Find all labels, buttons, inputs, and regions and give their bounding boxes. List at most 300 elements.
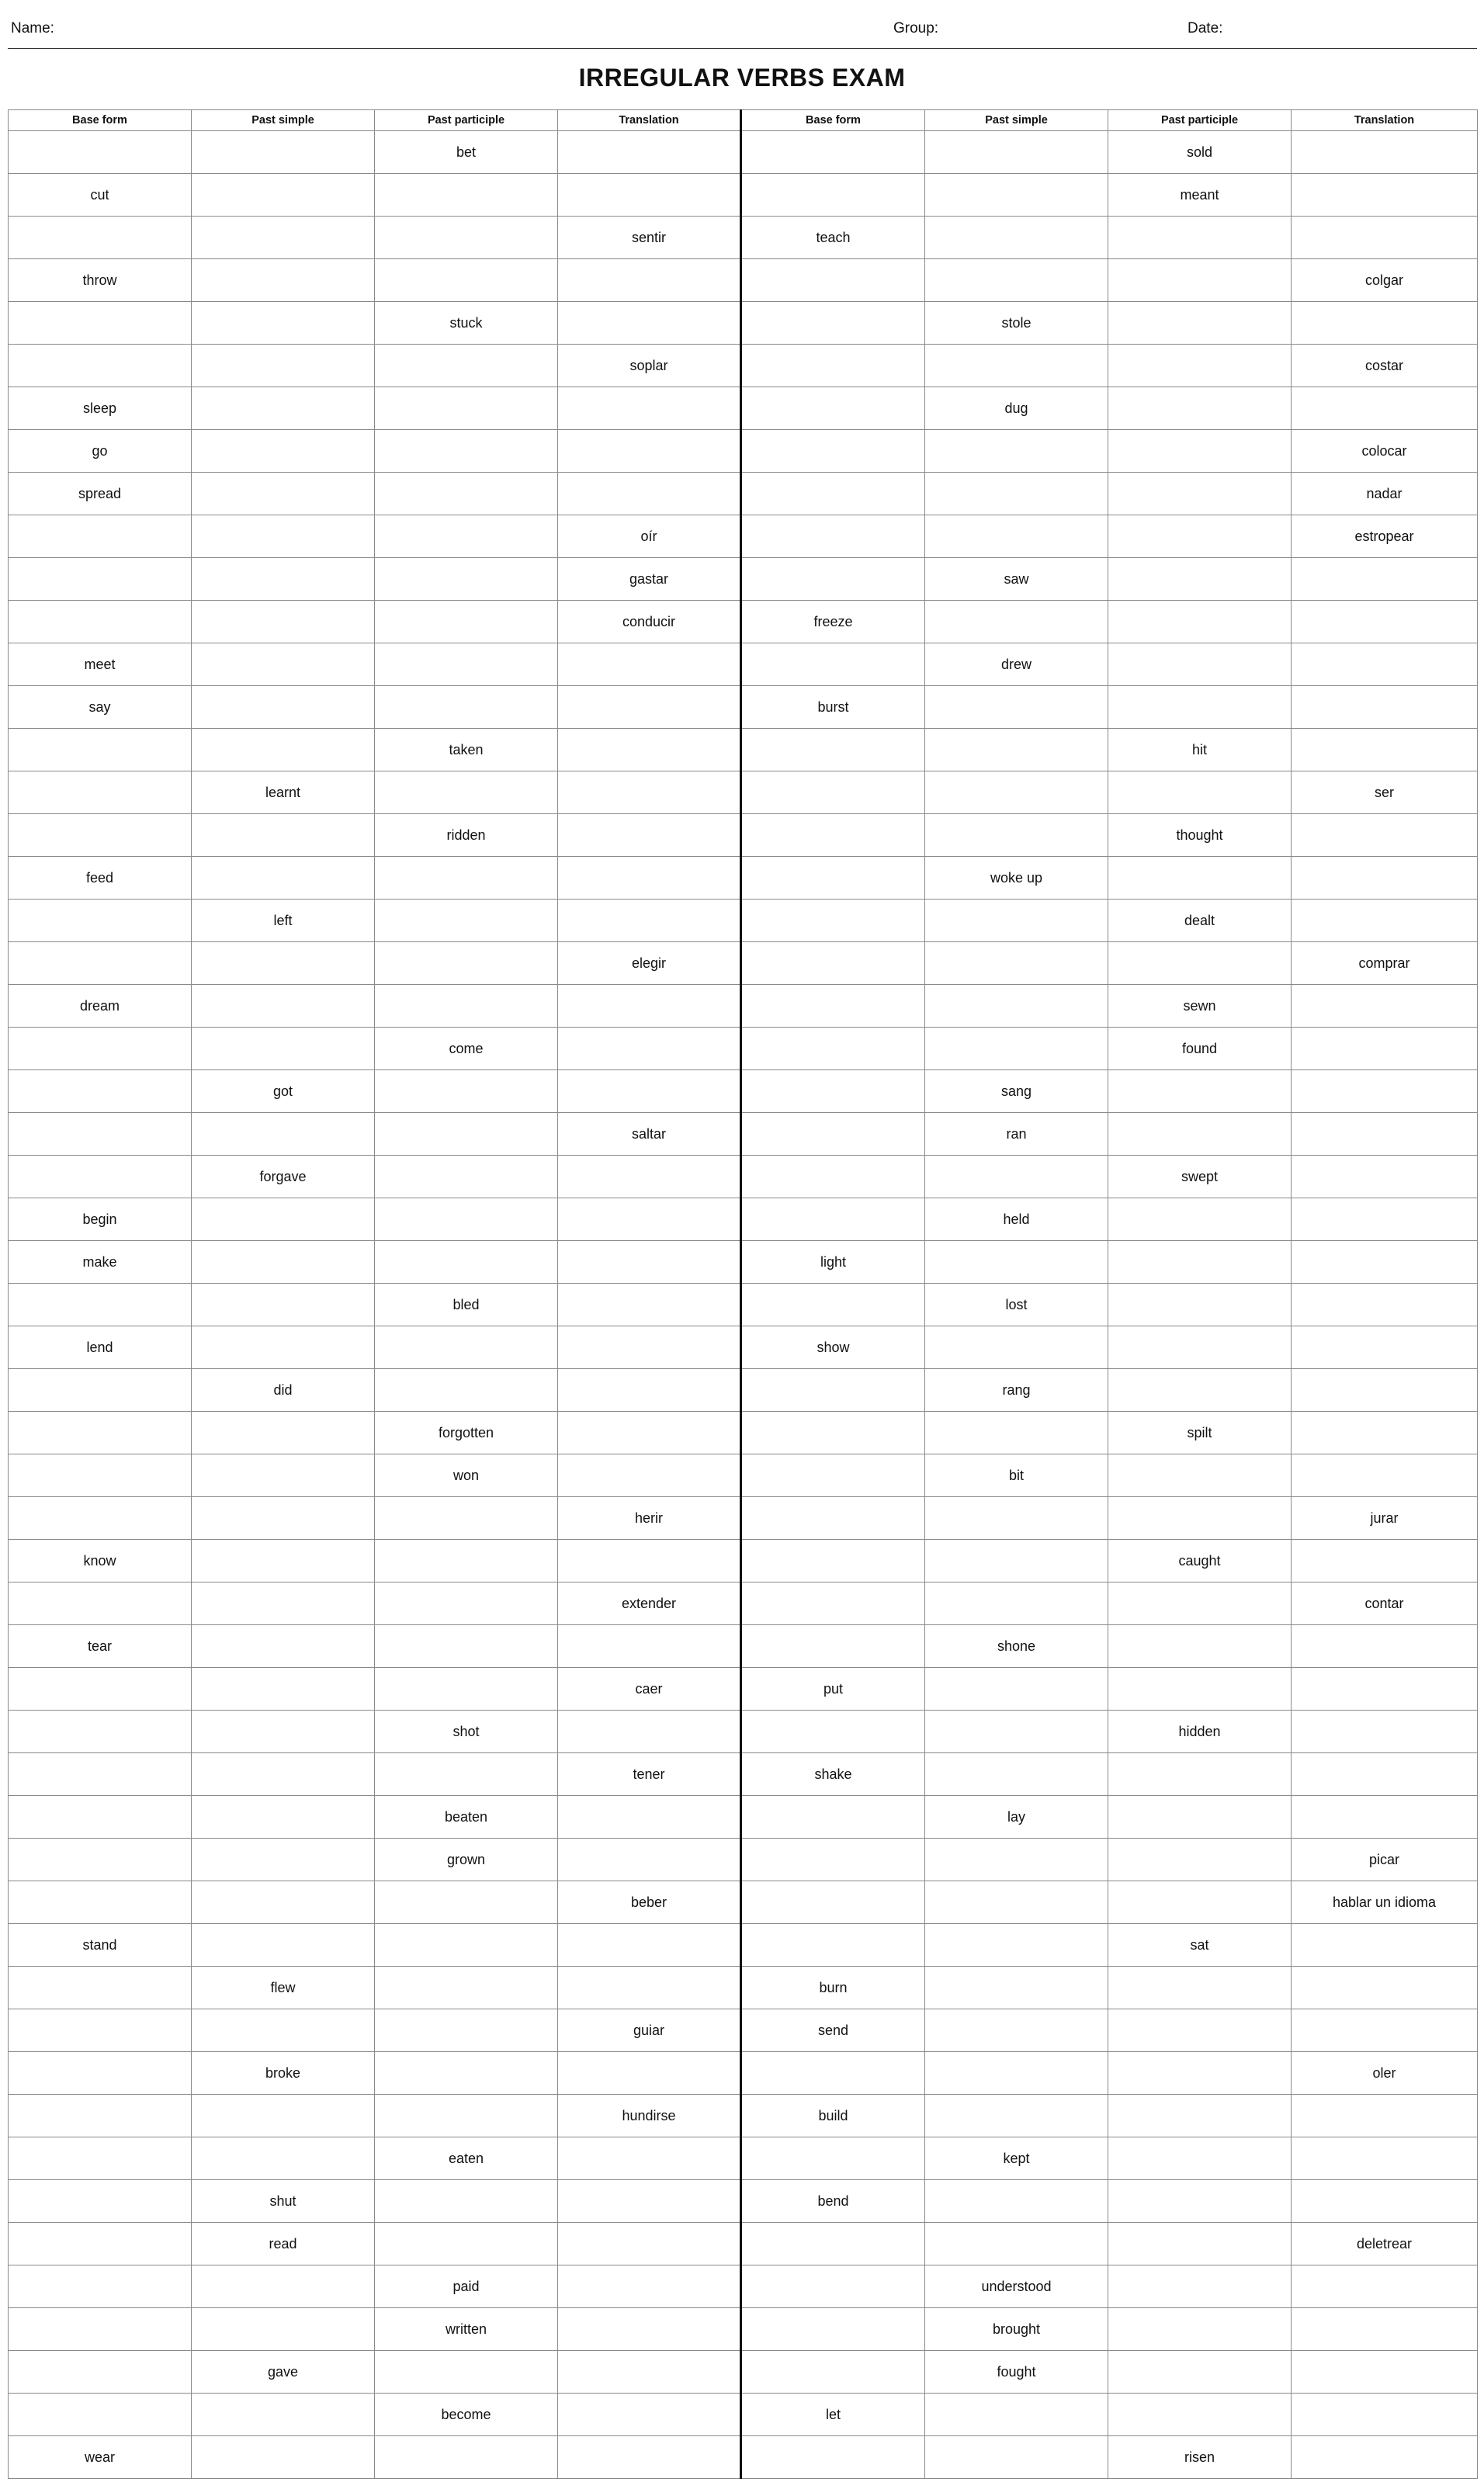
table-cell[interactable] <box>192 1198 375 1241</box>
table-cell[interactable] <box>9 302 192 345</box>
table-cell[interactable] <box>1292 985 1478 1028</box>
table-cell[interactable] <box>1108 1582 1292 1625</box>
table-cell[interactable] <box>1292 1924 1478 1967</box>
table-cell[interactable] <box>558 302 741 345</box>
table-cell[interactable] <box>375 345 558 387</box>
table-cell[interactable] <box>741 2265 925 2308</box>
table-cell[interactable] <box>558 1540 741 1582</box>
table-cell[interactable] <box>192 2308 375 2351</box>
table-cell[interactable] <box>375 643 558 686</box>
table-cell[interactable] <box>1292 1070 1478 1113</box>
table-cell[interactable] <box>1292 2009 1478 2052</box>
table-cell[interactable] <box>375 1924 558 1967</box>
table-cell[interactable] <box>741 1369 925 1412</box>
table-cell[interactable] <box>558 1198 741 1241</box>
table-cell[interactable] <box>192 174 375 217</box>
table-cell[interactable] <box>375 515 558 558</box>
table-cell[interactable] <box>558 1326 741 1369</box>
table-cell[interactable] <box>558 643 741 686</box>
table-cell[interactable] <box>558 2351 741 2394</box>
table-cell[interactable] <box>9 2308 192 2351</box>
table-cell[interactable] <box>741 729 925 771</box>
table-cell[interactable] <box>925 1497 1108 1540</box>
table-cell[interactable] <box>741 131 925 174</box>
table-cell[interactable] <box>375 1326 558 1369</box>
table-cell[interactable] <box>9 2351 192 2394</box>
table-cell[interactable] <box>192 1924 375 1967</box>
table-cell[interactable] <box>558 729 741 771</box>
table-cell[interactable] <box>925 217 1108 259</box>
table-cell[interactable] <box>558 1156 741 1198</box>
table-cell[interactable] <box>9 1582 192 1625</box>
table-cell[interactable] <box>9 217 192 259</box>
table-cell[interactable] <box>741 1924 925 1967</box>
table-cell[interactable] <box>925 1582 1108 1625</box>
table-cell[interactable] <box>1292 2137 1478 2180</box>
table-cell[interactable] <box>1108 1753 1292 1796</box>
table-cell[interactable] <box>192 345 375 387</box>
table-cell[interactable] <box>1292 1113 1478 1156</box>
table-cell[interactable] <box>375 217 558 259</box>
table-cell[interactable] <box>558 857 741 900</box>
table-cell[interactable] <box>1292 1326 1478 1369</box>
table-cell[interactable] <box>192 1582 375 1625</box>
table-cell[interactable] <box>9 1156 192 1198</box>
table-cell[interactable] <box>1292 2265 1478 2308</box>
table-cell[interactable] <box>375 1582 558 1625</box>
table-cell[interactable] <box>9 2095 192 2137</box>
table-cell[interactable] <box>375 1881 558 1924</box>
table-cell[interactable] <box>558 985 741 1028</box>
table-cell[interactable] <box>9 2009 192 2052</box>
table-cell[interactable] <box>1292 174 1478 217</box>
table-cell[interactable] <box>558 1796 741 1839</box>
table-cell[interactable] <box>925 2394 1108 2436</box>
table-cell[interactable] <box>741 1625 925 1668</box>
table-cell[interactable] <box>375 1497 558 1540</box>
table-cell[interactable] <box>558 259 741 302</box>
table-cell[interactable] <box>1108 2009 1292 2052</box>
table-cell[interactable] <box>192 131 375 174</box>
table-cell[interactable] <box>925 473 1108 515</box>
table-cell[interactable] <box>741 2308 925 2351</box>
table-cell[interactable] <box>192 942 375 985</box>
table-cell[interactable] <box>375 2223 558 2265</box>
table-cell[interactable] <box>375 985 558 1028</box>
table-cell[interactable] <box>1292 1967 1478 2009</box>
table-cell[interactable] <box>925 1753 1108 1796</box>
table-cell[interactable] <box>9 1711 192 1753</box>
table-cell[interactable] <box>192 1326 375 1369</box>
table-cell[interactable] <box>558 2308 741 2351</box>
table-cell[interactable] <box>925 1924 1108 1967</box>
table-cell[interactable] <box>375 2052 558 2095</box>
table-cell[interactable] <box>9 131 192 174</box>
table-cell[interactable] <box>192 473 375 515</box>
table-cell[interactable] <box>925 2095 1108 2137</box>
table-cell[interactable] <box>192 2137 375 2180</box>
table-cell[interactable] <box>741 1540 925 1582</box>
table-cell[interactable] <box>925 814 1108 857</box>
table-cell[interactable] <box>192 1540 375 1582</box>
table-cell[interactable] <box>558 2394 741 2436</box>
table-cell[interactable] <box>375 1241 558 1284</box>
table-cell[interactable] <box>741 771 925 814</box>
table-cell[interactable] <box>925 1241 1108 1284</box>
table-cell[interactable] <box>1108 302 1292 345</box>
table-cell[interactable] <box>741 387 925 430</box>
table-cell[interactable] <box>558 1839 741 1881</box>
table-cell[interactable] <box>1108 1796 1292 1839</box>
table-cell[interactable] <box>9 2265 192 2308</box>
table-cell[interactable] <box>375 601 558 643</box>
table-cell[interactable] <box>925 2052 1108 2095</box>
table-cell[interactable] <box>1292 1198 1478 1241</box>
table-cell[interactable] <box>1108 1839 1292 1881</box>
table-cell[interactable] <box>1108 2351 1292 2394</box>
table-cell[interactable] <box>9 1412 192 1454</box>
table-cell[interactable] <box>1108 2308 1292 2351</box>
table-cell[interactable] <box>558 1241 741 1284</box>
table-cell[interactable] <box>558 1028 741 1070</box>
table-cell[interactable] <box>1108 2137 1292 2180</box>
table-cell[interactable] <box>558 900 741 942</box>
table-cell[interactable] <box>9 1113 192 1156</box>
table-cell[interactable] <box>9 1028 192 1070</box>
table-cell[interactable] <box>1292 2351 1478 2394</box>
table-cell[interactable] <box>375 174 558 217</box>
table-cell[interactable] <box>1292 1668 1478 1711</box>
table-cell[interactable] <box>375 2351 558 2394</box>
table-cell[interactable] <box>192 729 375 771</box>
table-cell[interactable] <box>192 259 375 302</box>
table-cell[interactable] <box>741 174 925 217</box>
table-cell[interactable] <box>925 1668 1108 1711</box>
table-cell[interactable] <box>375 1113 558 1156</box>
table-cell[interactable] <box>192 1284 375 1326</box>
table-cell[interactable] <box>558 1412 741 1454</box>
table-cell[interactable] <box>1108 1668 1292 1711</box>
table-cell[interactable] <box>375 387 558 430</box>
table-cell[interactable] <box>558 1625 741 1668</box>
table-cell[interactable] <box>9 729 192 771</box>
table-cell[interactable] <box>375 259 558 302</box>
table-cell[interactable] <box>375 2009 558 2052</box>
table-cell[interactable] <box>741 1796 925 1839</box>
table-cell[interactable] <box>9 1881 192 1924</box>
table-cell[interactable] <box>558 1070 741 1113</box>
table-cell[interactable] <box>375 686 558 729</box>
table-cell[interactable] <box>375 942 558 985</box>
table-cell[interactable] <box>192 857 375 900</box>
table-cell[interactable] <box>192 643 375 686</box>
table-cell[interactable] <box>9 2223 192 2265</box>
table-cell[interactable] <box>9 1497 192 1540</box>
table-cell[interactable] <box>375 1070 558 1113</box>
table-cell[interactable] <box>1108 2265 1292 2308</box>
table-cell[interactable] <box>1108 2052 1292 2095</box>
table-cell[interactable] <box>1292 729 1478 771</box>
table-cell[interactable] <box>1108 1326 1292 1369</box>
table-cell[interactable] <box>1108 1497 1292 1540</box>
table-cell[interactable] <box>9 1284 192 1326</box>
table-cell[interactable] <box>1292 217 1478 259</box>
table-cell[interactable] <box>925 174 1108 217</box>
table-cell[interactable] <box>741 1284 925 1326</box>
table-cell[interactable] <box>1292 857 1478 900</box>
table-cell[interactable] <box>9 2180 192 2223</box>
table-cell[interactable] <box>741 2223 925 2265</box>
table-cell[interactable] <box>741 942 925 985</box>
table-cell[interactable] <box>1292 1412 1478 1454</box>
table-cell[interactable] <box>1108 558 1292 601</box>
table-cell[interactable] <box>925 686 1108 729</box>
table-cell[interactable] <box>741 345 925 387</box>
table-cell[interactable] <box>558 2436 741 2479</box>
table-cell[interactable] <box>375 900 558 942</box>
table-cell[interactable] <box>558 1967 741 2009</box>
table-cell[interactable] <box>9 1369 192 1412</box>
table-cell[interactable] <box>375 1198 558 1241</box>
table-cell[interactable] <box>741 302 925 345</box>
table-cell[interactable] <box>1292 1753 1478 1796</box>
table-cell[interactable] <box>9 2052 192 2095</box>
table-cell[interactable] <box>741 900 925 942</box>
table-cell[interactable] <box>192 1454 375 1497</box>
table-cell[interactable] <box>1108 643 1292 686</box>
table-cell[interactable] <box>1108 1967 1292 2009</box>
table-cell[interactable] <box>1108 1113 1292 1156</box>
table-cell[interactable] <box>1292 2394 1478 2436</box>
table-cell[interactable] <box>741 985 925 1028</box>
table-cell[interactable] <box>9 1454 192 1497</box>
table-cell[interactable] <box>1292 643 1478 686</box>
table-cell[interactable] <box>375 430 558 473</box>
table-cell[interactable] <box>925 430 1108 473</box>
table-cell[interactable] <box>192 686 375 729</box>
table-cell[interactable] <box>1108 857 1292 900</box>
table-cell[interactable] <box>741 1412 925 1454</box>
table-cell[interactable] <box>741 2351 925 2394</box>
table-cell[interactable] <box>741 857 925 900</box>
table-cell[interactable] <box>741 2137 925 2180</box>
table-cell[interactable] <box>741 1839 925 1881</box>
table-cell[interactable] <box>558 771 741 814</box>
table-cell[interactable] <box>1108 771 1292 814</box>
table-cell[interactable] <box>9 900 192 942</box>
table-cell[interactable] <box>558 1369 741 1412</box>
table-cell[interactable] <box>558 1711 741 1753</box>
table-cell[interactable] <box>925 259 1108 302</box>
table-cell[interactable] <box>558 2052 741 2095</box>
table-cell[interactable] <box>741 1028 925 1070</box>
table-cell[interactable] <box>1292 1625 1478 1668</box>
table-cell[interactable] <box>192 1753 375 1796</box>
table-cell[interactable] <box>925 2436 1108 2479</box>
table-cell[interactable] <box>375 1753 558 1796</box>
table-cell[interactable] <box>192 515 375 558</box>
table-cell[interactable] <box>1108 430 1292 473</box>
table-cell[interactable] <box>1108 2180 1292 2223</box>
table-cell[interactable] <box>375 473 558 515</box>
table-cell[interactable] <box>192 1497 375 1540</box>
table-cell[interactable] <box>925 1028 1108 1070</box>
table-cell[interactable] <box>741 2436 925 2479</box>
table-cell[interactable] <box>741 2052 925 2095</box>
table-cell[interactable] <box>192 430 375 473</box>
table-cell[interactable] <box>1108 1625 1292 1668</box>
table-cell[interactable] <box>375 558 558 601</box>
table-cell[interactable] <box>1108 1284 1292 1326</box>
table-cell[interactable] <box>925 2180 1108 2223</box>
table-cell[interactable] <box>741 1198 925 1241</box>
table-cell[interactable] <box>192 387 375 430</box>
table-cell[interactable] <box>1108 1241 1292 1284</box>
table-cell[interactable] <box>925 942 1108 985</box>
table-cell[interactable] <box>741 1454 925 1497</box>
table-cell[interactable] <box>375 1625 558 1668</box>
table-cell[interactable] <box>741 643 925 686</box>
table-cell[interactable] <box>925 1156 1108 1198</box>
table-cell[interactable] <box>558 2137 741 2180</box>
table-cell[interactable] <box>558 174 741 217</box>
table-cell[interactable] <box>375 771 558 814</box>
table-cell[interactable] <box>9 345 192 387</box>
table-cell[interactable] <box>558 686 741 729</box>
table-cell[interactable] <box>1292 131 1478 174</box>
table-cell[interactable] <box>925 900 1108 942</box>
table-cell[interactable] <box>925 985 1108 1028</box>
table-cell[interactable] <box>1292 2308 1478 2351</box>
table-cell[interactable] <box>192 2095 375 2137</box>
table-cell[interactable] <box>192 985 375 1028</box>
table-cell[interactable] <box>1108 1369 1292 1412</box>
table-cell[interactable] <box>192 217 375 259</box>
table-cell[interactable] <box>192 601 375 643</box>
table-cell[interactable] <box>1108 345 1292 387</box>
table-cell[interactable] <box>925 771 1108 814</box>
table-cell[interactable] <box>192 1412 375 1454</box>
table-cell[interactable] <box>1292 1369 1478 1412</box>
table-cell[interactable] <box>558 2223 741 2265</box>
table-cell[interactable] <box>741 1711 925 1753</box>
table-cell[interactable] <box>925 515 1108 558</box>
table-cell[interactable] <box>925 1412 1108 1454</box>
table-cell[interactable] <box>558 131 741 174</box>
table-cell[interactable] <box>925 601 1108 643</box>
table-cell[interactable] <box>192 2394 375 2436</box>
table-cell[interactable] <box>925 2223 1108 2265</box>
table-cell[interactable] <box>1108 686 1292 729</box>
table-cell[interactable] <box>1108 1454 1292 1497</box>
table-cell[interactable] <box>1108 2223 1292 2265</box>
table-cell[interactable] <box>1292 686 1478 729</box>
table-cell[interactable] <box>375 1967 558 2009</box>
table-cell[interactable] <box>925 2009 1108 2052</box>
table-cell[interactable] <box>192 1241 375 1284</box>
table-cell[interactable] <box>741 430 925 473</box>
table-cell[interactable] <box>741 473 925 515</box>
table-cell[interactable] <box>192 1881 375 1924</box>
table-cell[interactable] <box>9 601 192 643</box>
table-cell[interactable] <box>9 1668 192 1711</box>
table-cell[interactable] <box>558 814 741 857</box>
table-cell[interactable] <box>741 1113 925 1156</box>
table-cell[interactable] <box>192 814 375 857</box>
table-cell[interactable] <box>375 2180 558 2223</box>
table-cell[interactable] <box>1108 601 1292 643</box>
table-cell[interactable] <box>9 558 192 601</box>
table-cell[interactable] <box>741 515 925 558</box>
table-cell[interactable] <box>192 1839 375 1881</box>
table-cell[interactable] <box>9 1839 192 1881</box>
table-cell[interactable] <box>192 2009 375 2052</box>
table-cell[interactable] <box>1108 259 1292 302</box>
table-cell[interactable] <box>558 1924 741 1967</box>
table-cell[interactable] <box>1108 1881 1292 1924</box>
table-cell[interactable] <box>9 1753 192 1796</box>
table-cell[interactable] <box>1108 2095 1292 2137</box>
table-cell[interactable] <box>1108 942 1292 985</box>
table-cell[interactable] <box>192 1028 375 1070</box>
table-cell[interactable] <box>1292 387 1478 430</box>
table-cell[interactable] <box>1292 2180 1478 2223</box>
table-cell[interactable] <box>1292 900 1478 942</box>
table-cell[interactable] <box>1108 217 1292 259</box>
table-cell[interactable] <box>1292 814 1478 857</box>
table-cell[interactable] <box>1108 387 1292 430</box>
table-cell[interactable] <box>192 1668 375 1711</box>
table-cell[interactable] <box>1292 1284 1478 1326</box>
table-cell[interactable] <box>192 1625 375 1668</box>
table-cell[interactable] <box>925 1967 1108 2009</box>
table-cell[interactable] <box>925 1839 1108 1881</box>
table-cell[interactable] <box>192 1796 375 1839</box>
table-cell[interactable] <box>1108 1198 1292 1241</box>
table-cell[interactable] <box>925 131 1108 174</box>
table-cell[interactable] <box>558 1454 741 1497</box>
table-cell[interactable] <box>9 1070 192 1113</box>
table-cell[interactable] <box>192 2265 375 2308</box>
table-cell[interactable] <box>1108 473 1292 515</box>
table-cell[interactable] <box>375 857 558 900</box>
table-cell[interactable] <box>375 1156 558 1198</box>
table-cell[interactable] <box>9 814 192 857</box>
table-cell[interactable] <box>375 2095 558 2137</box>
table-cell[interactable] <box>192 302 375 345</box>
table-cell[interactable] <box>558 1284 741 1326</box>
table-cell[interactable] <box>558 430 741 473</box>
table-cell[interactable] <box>925 1326 1108 1369</box>
table-cell[interactable] <box>741 1070 925 1113</box>
table-cell[interactable] <box>1292 2095 1478 2137</box>
table-cell[interactable] <box>9 515 192 558</box>
table-cell[interactable] <box>741 558 925 601</box>
table-cell[interactable] <box>741 1497 925 1540</box>
table-cell[interactable] <box>741 1881 925 1924</box>
table-cell[interactable] <box>741 1582 925 1625</box>
table-cell[interactable] <box>1292 1454 1478 1497</box>
table-cell[interactable] <box>1292 1796 1478 1839</box>
table-cell[interactable] <box>9 2394 192 2436</box>
table-cell[interactable] <box>925 1881 1108 1924</box>
table-cell[interactable] <box>1108 515 1292 558</box>
table-cell[interactable] <box>1292 558 1478 601</box>
table-cell[interactable] <box>1292 1156 1478 1198</box>
table-cell[interactable] <box>192 1711 375 1753</box>
table-cell[interactable] <box>375 2436 558 2479</box>
table-cell[interactable] <box>925 729 1108 771</box>
